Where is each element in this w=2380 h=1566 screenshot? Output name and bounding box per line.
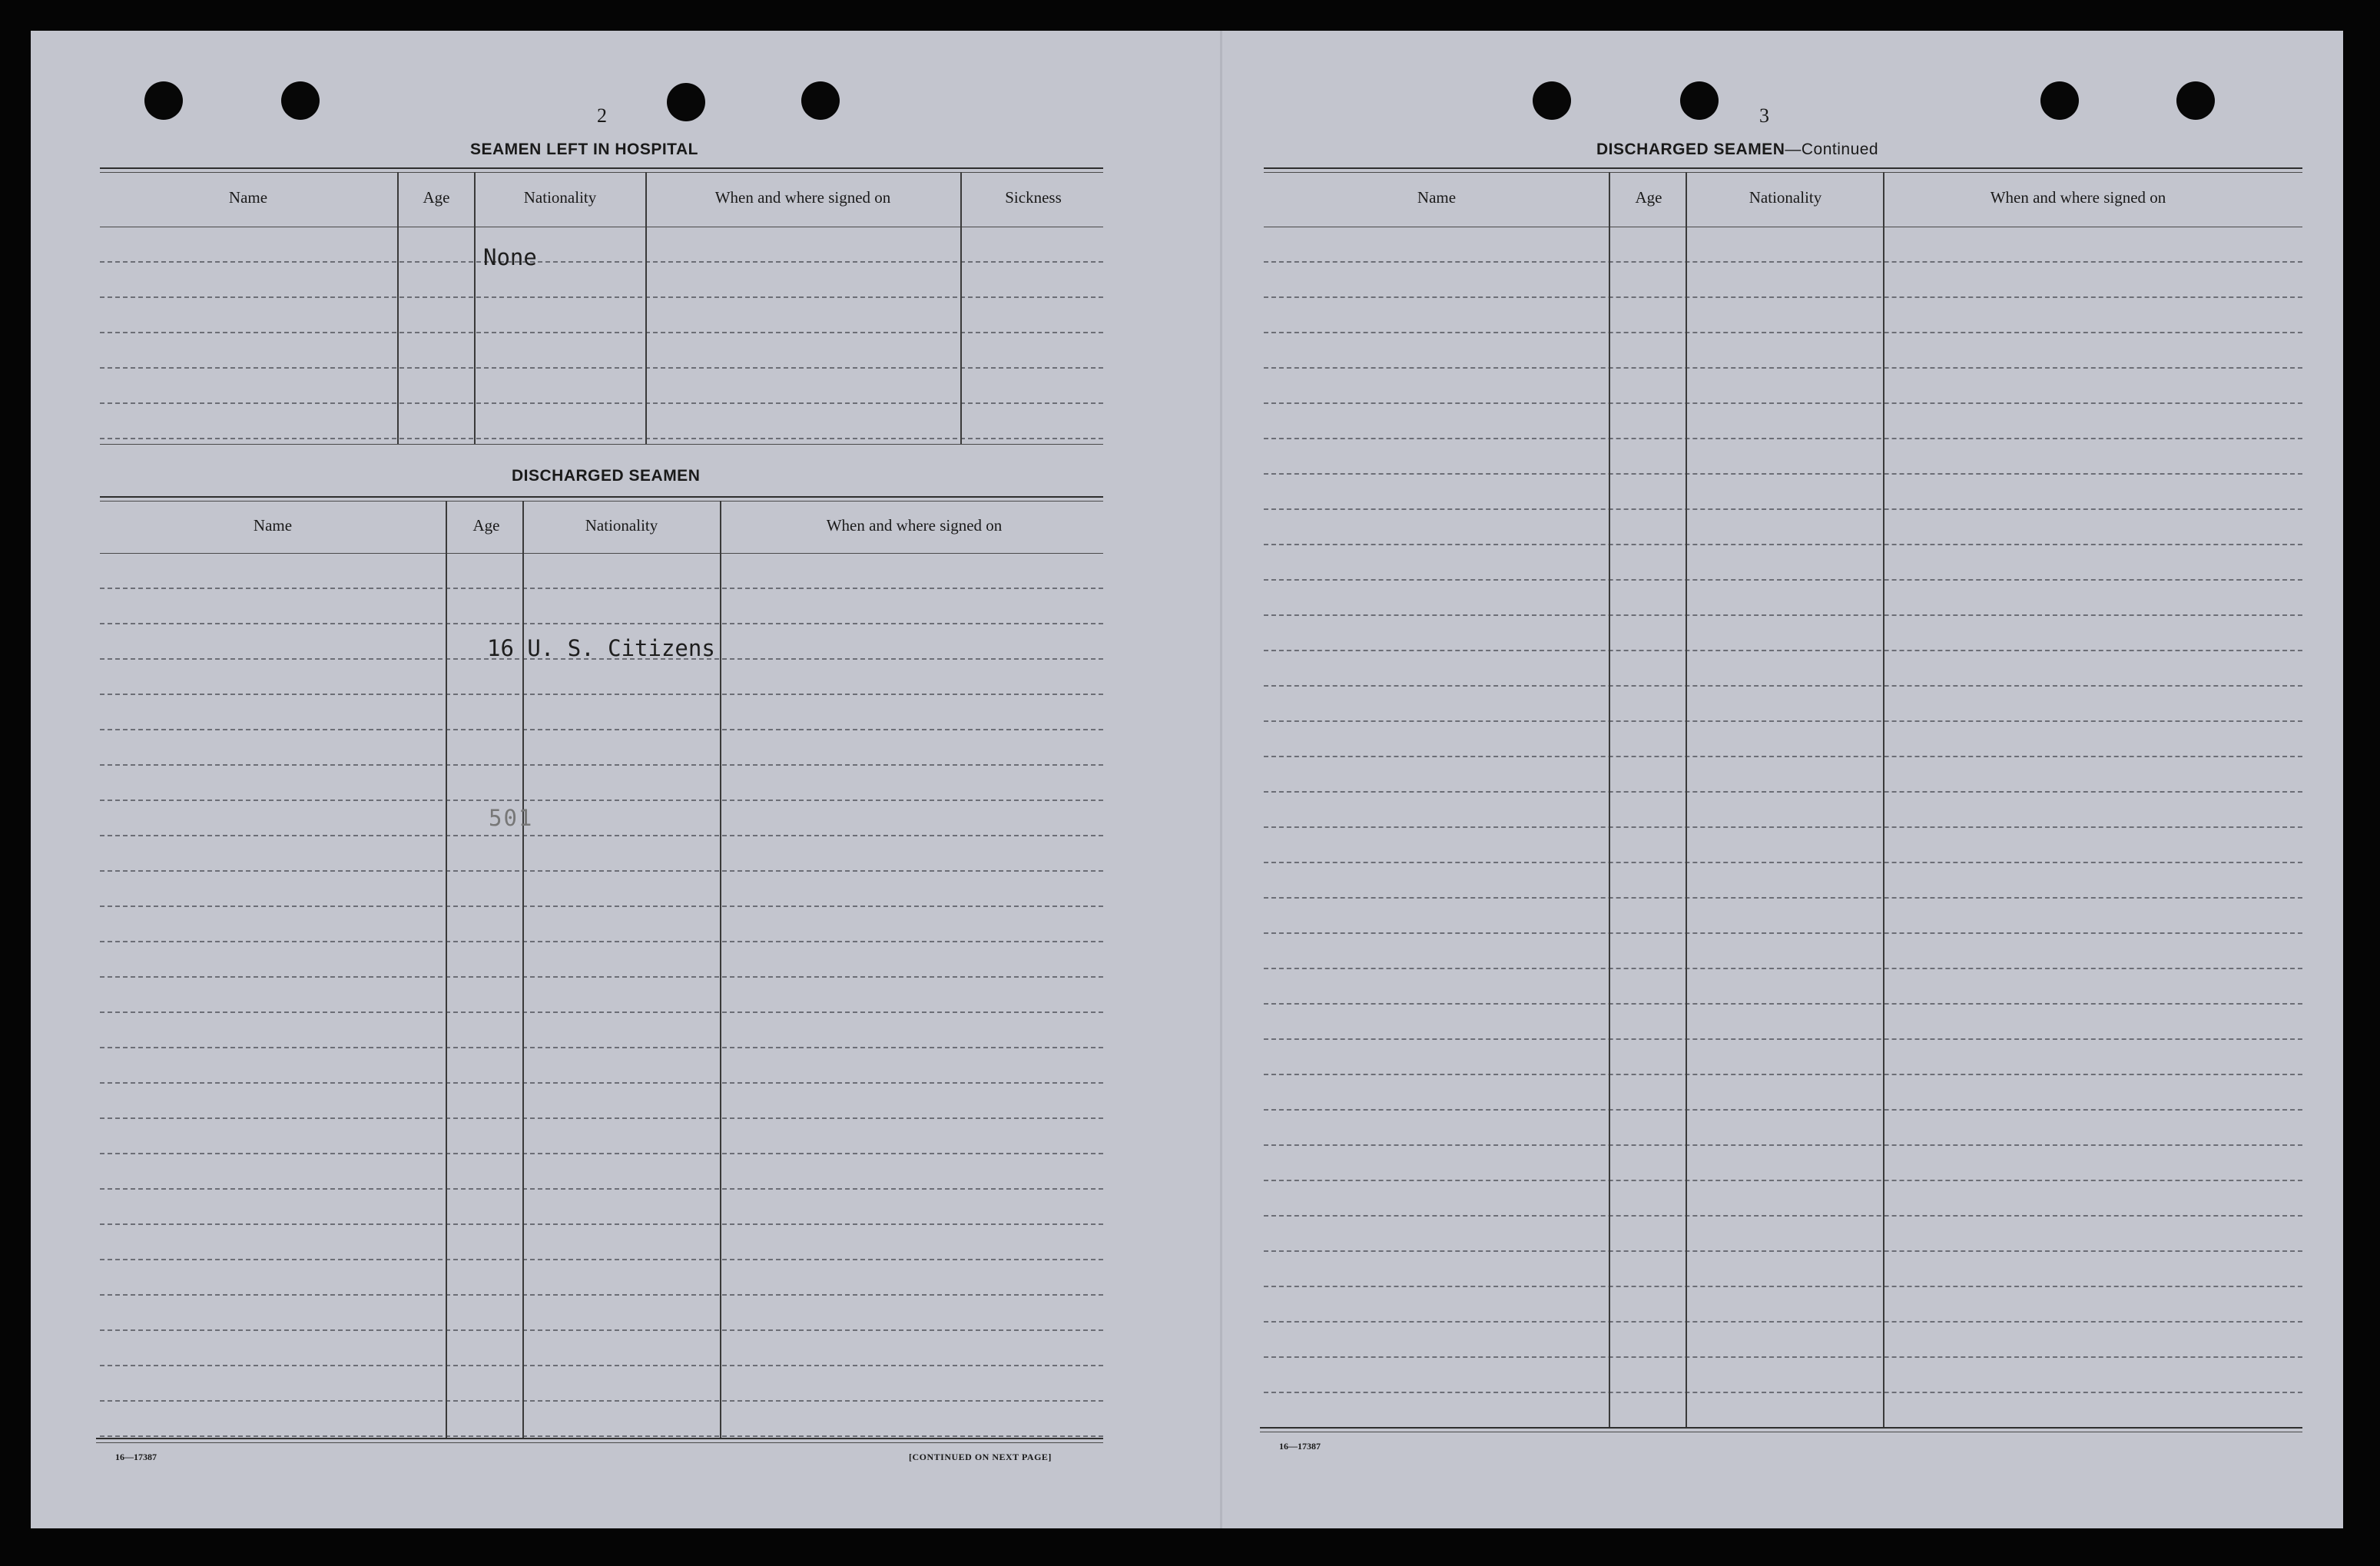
ruled-line — [1264, 1215, 2302, 1217]
page-number: 2 — [597, 104, 607, 127]
page-number: 3 — [1759, 104, 1769, 127]
ruled-line — [100, 1294, 1103, 1296]
ruled-line — [1264, 1286, 2302, 1287]
ruled-line — [1264, 402, 2302, 404]
ruled-line — [100, 800, 1103, 801]
ruled-line — [100, 1329, 1103, 1331]
ruled-line — [1264, 756, 2302, 757]
ruled-line — [1264, 685, 2302, 687]
ruled-line — [1264, 720, 2302, 722]
rule — [96, 1442, 1103, 1443]
col-name: Name — [228, 188, 268, 207]
ruled-line — [100, 870, 1103, 872]
col-nationality: Nationality — [523, 188, 597, 207]
rule — [1264, 167, 2302, 169]
punch-hole-icon — [801, 81, 840, 120]
ruled-line — [1264, 473, 2302, 475]
ruled-line — [1264, 367, 2302, 369]
column-divider — [446, 501, 447, 1438]
ruled-line — [1264, 1038, 2302, 1040]
ruled-line — [100, 1047, 1103, 1048]
ruled-line — [1264, 791, 2302, 793]
punch-hole-icon — [1680, 81, 1719, 120]
ruled-line — [1264, 862, 2302, 863]
ruled-line — [100, 1153, 1103, 1154]
col-name: Name — [253, 516, 293, 535]
ruled-line — [100, 941, 1103, 942]
ruled-line — [1264, 1321, 2302, 1323]
ruled-line — [1264, 1356, 2302, 1358]
form-code: 16—17387 — [115, 1452, 157, 1462]
ruled-line — [100, 367, 1103, 369]
punch-hole-icon — [144, 81, 183, 120]
discharged-continued-title — [1596, 141, 1878, 159]
column-divider — [960, 172, 962, 444]
punch-hole-icon — [1533, 81, 1571, 120]
title-main: DISCHARGED SEAMEN — [1596, 141, 1785, 158]
ruled-line — [100, 1011, 1103, 1013]
col-name: Name — [1417, 188, 1457, 207]
ruled-line — [1264, 1392, 2302, 1393]
ruled-line — [1264, 544, 2302, 545]
ruled-line — [100, 1435, 1103, 1437]
column-divider — [474, 172, 476, 444]
col-signed-on: When and where signed on — [1990, 188, 2166, 207]
rule — [100, 444, 1103, 445]
ruled-line — [1264, 1074, 2302, 1075]
hospital-entry: None — [483, 244, 537, 270]
ruled-line — [1264, 826, 2302, 828]
col-signed-on: When and where signed on — [826, 516, 1003, 535]
ruled-line — [100, 764, 1103, 766]
continued-note: [CONTINUED ON NEXT PAGE] — [909, 1452, 1052, 1462]
punch-hole-icon — [281, 81, 320, 120]
ruled-line — [100, 729, 1103, 730]
ruled-line — [100, 588, 1103, 589]
punch-hole-icon — [2176, 81, 2215, 120]
col-age: Age — [472, 516, 500, 535]
column-divider — [1883, 172, 1884, 1427]
col-age: Age — [423, 188, 450, 207]
ruled-line — [1264, 897, 2302, 899]
ruled-line — [100, 976, 1103, 978]
ruled-line — [1264, 438, 2302, 439]
column-divider — [645, 172, 647, 444]
rule — [100, 496, 1103, 498]
ruled-line — [1264, 650, 2302, 651]
punch-hole-icon — [667, 83, 705, 121]
ruled-line — [100, 623, 1103, 624]
page-fold — [1220, 31, 1222, 1528]
ruled-line — [1264, 1003, 2302, 1005]
ruled-line — [100, 1400, 1103, 1402]
ruled-line — [100, 835, 1103, 836]
column-divider — [720, 501, 721, 1438]
ruled-line — [100, 1117, 1103, 1119]
rule — [1264, 172, 2302, 173]
discharged-section-title: DISCHARGED SEAMEN — [512, 467, 701, 485]
punch-hole-icon — [2040, 81, 2079, 120]
title-suffix: —Continued — [1785, 141, 1879, 158]
rule — [100, 501, 1103, 502]
form-code: 16—17387 — [1279, 1441, 1321, 1452]
ruled-line — [100, 1223, 1103, 1225]
ruled-line — [100, 1365, 1103, 1366]
stamp-number: 501 — [489, 805, 534, 831]
rule — [100, 172, 1103, 173]
ruled-line — [1264, 332, 2302, 333]
ruled-line — [100, 1188, 1103, 1190]
ruled-line — [100, 261, 1103, 263]
rule — [1260, 1427, 2302, 1429]
col-sickness: Sickness — [1005, 188, 1062, 207]
column-divider — [1686, 172, 1687, 1427]
ruled-line — [100, 1082, 1103, 1084]
ruled-line — [1264, 1250, 2302, 1252]
rule — [96, 1438, 1103, 1439]
col-nationality: Nationality — [1749, 188, 1822, 207]
rule — [100, 167, 1103, 169]
ruled-line — [100, 694, 1103, 695]
ruled-line — [100, 438, 1103, 439]
ruled-line — [1264, 579, 2302, 581]
ruled-line — [100, 402, 1103, 404]
column-divider — [397, 172, 399, 444]
ruled-line — [1264, 508, 2302, 510]
ruled-line — [1264, 296, 2302, 298]
ruled-line — [1264, 968, 2302, 969]
ruled-line — [100, 1259, 1103, 1260]
document-sheet — [31, 31, 2343, 1528]
ruled-line — [100, 332, 1103, 333]
ruled-line — [1264, 614, 2302, 616]
ruled-line — [100, 905, 1103, 907]
ruled-line — [1264, 1109, 2302, 1111]
ruled-line — [1264, 932, 2302, 934]
hospital-section-title: SEAMEN LEFT IN HOSPITAL — [470, 141, 698, 158]
ruled-line — [100, 296, 1103, 298]
ruled-line — [1264, 261, 2302, 263]
col-age: Age — [1635, 188, 1662, 207]
ruled-line — [1264, 1180, 2302, 1181]
col-signed-on: When and where signed on — [714, 188, 891, 207]
col-nationality: Nationality — [585, 516, 658, 535]
header-rule — [100, 553, 1103, 554]
column-divider — [1609, 172, 1610, 1427]
discharged-entry: 16 U. S. Citizens — [487, 635, 715, 661]
ruled-line — [1264, 1144, 2302, 1146]
